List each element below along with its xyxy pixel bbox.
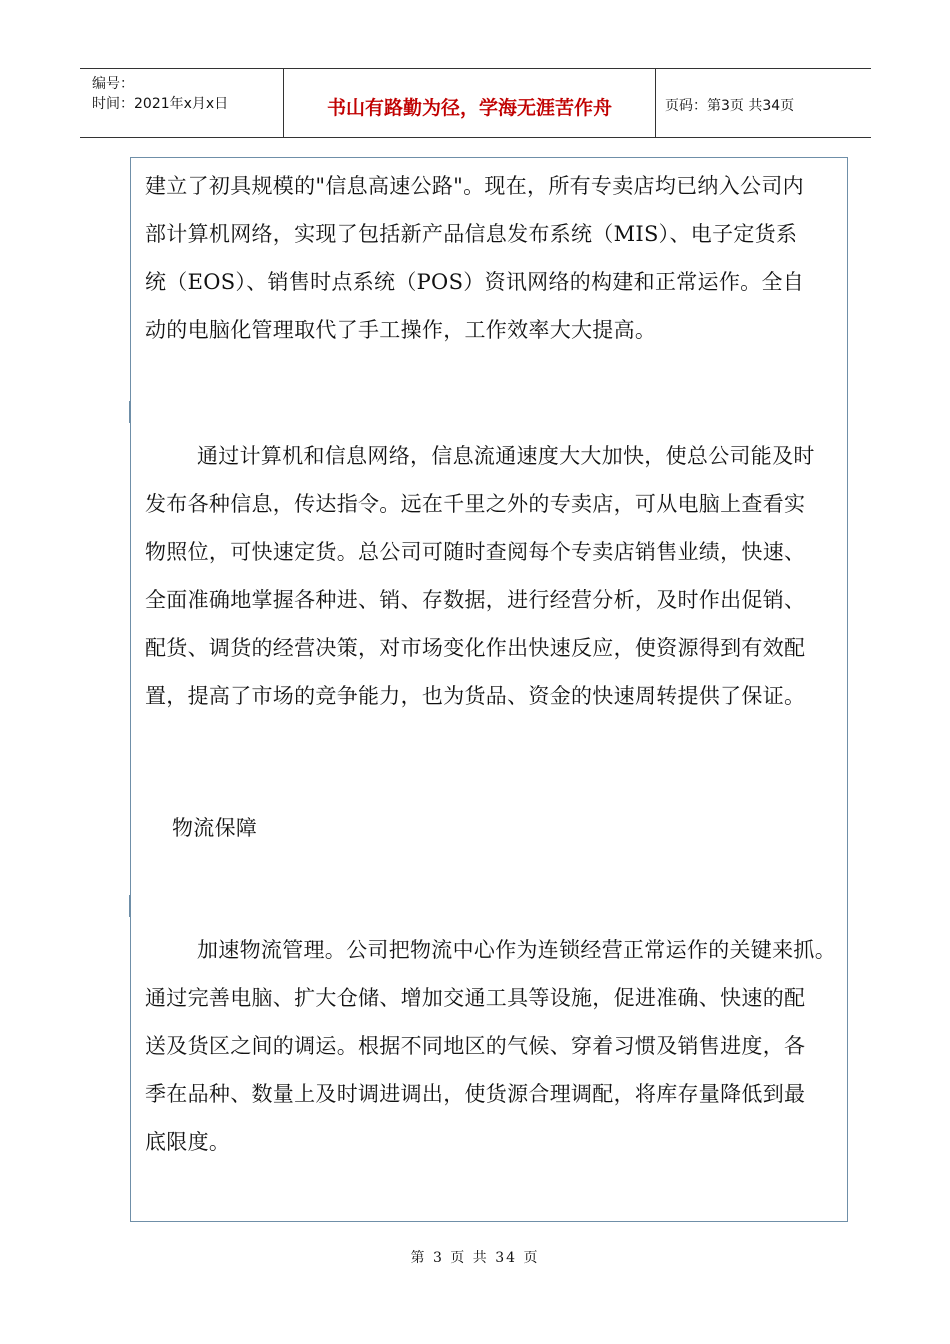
paragraph-line: 统（EOS）、销售时点系统（POS）资讯网络的构建和正常运作。全自 (145, 270, 805, 294)
paragraph-line: 建立了初具规模的"信息高速公路"。现在，所有专卖店均已纳入公司内 (145, 174, 804, 198)
header-page-cell (655, 69, 871, 137)
page-footer: 第 3 页 共 34 页 (410, 1250, 540, 1266)
paragraph-line: 部计算机网络，实现了包括新产品信息发布系统（MIS）、电子定货系 (145, 222, 798, 246)
section-heading (172, 804, 882, 852)
paragraph-line: 加速物流管理。公司把物流中心作为连锁经营正常运作的关键来抓。 (197, 938, 836, 962)
paragraph-line: 动的电脑化管理取代了手工操作，工作效率大大提高。 (145, 318, 657, 342)
paragraph-line: 全面准确地掌握各种进、销、存数据，进行经营分析，及时作出促销、 (145, 588, 806, 612)
paragraph-line: 配货、调货的经营决策，对市场变化作出快速反应，使资源得到有效配 (145, 636, 806, 660)
paragraph-line: 发布各种信息，传达指令。远在千里之外的专卖店，可从电脑上查看实 (145, 492, 806, 516)
header-meta-cell (80, 69, 283, 137)
header-motto-cell (283, 69, 656, 137)
frame-tick-right (847, 401, 848, 423)
paragraph-line: 置，提高了市场的竞争能力，也为货品、资金的快速周转提供了保证。 (145, 684, 806, 708)
body-paragraph (145, 926, 855, 1166)
frame-tick-right (847, 895, 848, 917)
paragraph-line: 送及货区之间的调运。根据不同地区的气候、穿着习惯及销售进度，各 (145, 1034, 806, 1058)
header-page-info: 页码：第3页 共34页 (665, 98, 795, 114)
paragraph-line: 通过完善电脑、扩大仓储、增加交通工具等设施，促进准确、快速的配 (145, 986, 806, 1010)
section-heading-text: 物流保障 (172, 816, 258, 840)
document-date-label: 时间：2021年x月x日 (92, 96, 229, 112)
document-number-label: 编号： (92, 76, 134, 92)
frame-tick-left (129, 401, 130, 423)
document-header (80, 68, 871, 138)
paragraph-line: 物照位，可快速定货。总公司可随时查阅每个专卖店销售业绩，快速、 (145, 540, 806, 564)
body-paragraph (145, 432, 855, 720)
body-paragraph (145, 162, 855, 354)
frame-tick-left (129, 895, 130, 917)
header-motto: 书山有路勤为径，学海无涯苦作舟 (326, 97, 612, 119)
paragraph-line: 通过计算机和信息网络，信息流通速度大大加快，使总公司能及时 (197, 444, 815, 468)
paragraph-line: 季在品种、数量上及时调进调出，使货源合理调配，将库存量降低到最 (145, 1082, 806, 1106)
paragraph-line: 底限度。 (145, 1130, 231, 1154)
